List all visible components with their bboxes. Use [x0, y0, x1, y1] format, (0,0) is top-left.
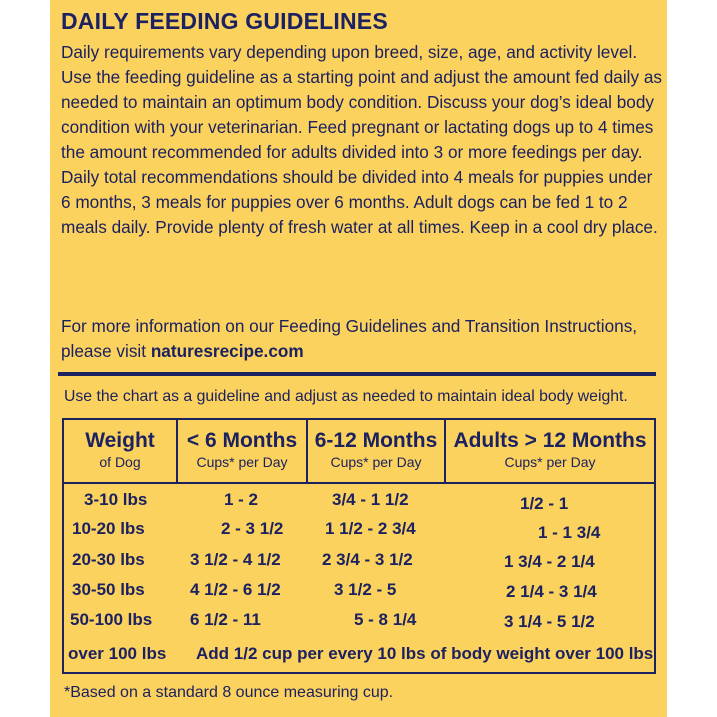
chart-note: Use the chart as a guideline and adjust as needed to maintain ideal body weight.: [64, 388, 628, 405]
header-under-6-title: < 6 Months: [186, 429, 298, 452]
header-adults: [446, 428, 654, 470]
header-6-12-months: [308, 428, 444, 470]
table-cell-weight: 20-30 lbs: [72, 550, 145, 569]
table-cell-under6: 3 1/2 - 4 1/2: [190, 550, 281, 569]
table-cell-under6: 6 1/2 - 11: [190, 610, 261, 629]
more-info-paragraph: [61, 314, 665, 364]
table-cell-adult: 3 1/4 - 5 1/2: [504, 612, 595, 631]
footnote: *Based on a standard 8 ounce measuring cup.: [64, 684, 394, 701]
table-cell-under6: 4 1/2 - 6 1/2: [190, 580, 281, 599]
guidelines-paragraph: Daily requirements vary depending upon breed, size, age, and activity level. Use the feeding guideline as a starting point and adjust the amount fed daily as needed to maintain an optimum body condition. Discuss your dog’s ideal body condition with your veterinarian. Feed pregnant or lactating dogs up to 4 times the amount recommended for adults divided into 3 or more feedings per day. Daily total recommendations should be divided into 4 meals for puppies under 6 months, 3 meals for puppies over 6 months. Adult dogs can be fed 1 to 2 meals daily. Provide plenty of fresh water at all times. Keep in a cool dry place.: [61, 42, 663, 237]
divider: [58, 372, 656, 376]
header-weight-sub: of Dog: [99, 454, 141, 470]
table-cell-6to12: 3 1/2 - 5: [334, 580, 397, 599]
table-cell-6to12: 2 3/4 - 3 1/2: [322, 550, 413, 569]
header-under-6-months: [178, 428, 306, 470]
table-cell-6to12: 1 1/2 - 2 3/4: [325, 519, 416, 538]
table-cell-adult: 1 3/4 - 2 1/4: [504, 552, 595, 571]
header-divider: [64, 482, 654, 484]
table-cell-under6: 1 - 2: [224, 490, 259, 509]
header-6-12-sub: Cups* per Day: [330, 454, 422, 470]
page-title: DAILY FEEDING GUIDELINES: [61, 8, 388, 34]
table-cell-under6: 2 - 3 1/2: [221, 519, 284, 538]
header-weight: [64, 428, 176, 470]
table-cell-weight: 10-20 lbs: [72, 519, 145, 538]
feeding-table: [62, 418, 656, 674]
table-cell-adult: 1/2 - 1: [520, 494, 569, 513]
header-weight-title: Weight: [85, 429, 155, 452]
table-cell-6to12: 3/4 - 1 1/2: [332, 490, 409, 509]
website-link: naturesrecipe.com: [150, 341, 304, 361]
header-6-12-title: 6-12 Months: [314, 429, 438, 452]
table-cell-weight: 30-50 lbs: [72, 580, 145, 599]
table-cell-6to12: 5 - 8 1/4: [354, 610, 417, 629]
header-under-6-sub: Cups* per Day: [196, 454, 288, 470]
more-info-text: For more information on our Feeding Guidelines and Transition Instructions, please visit: [61, 316, 638, 361]
header-adults-title: Adults > 12 Months: [453, 429, 647, 452]
table-cell-adult: 1 - 1 3/4: [538, 523, 601, 542]
table-cell-weight: over 100 lbs: [68, 644, 167, 663]
table-cell-adult: 2 1/4 - 3 1/4: [506, 582, 597, 601]
table-cell-note: Add 1/2 cup per every 10 lbs of body weight over 100 lbs: [196, 644, 654, 663]
table-cell-weight: 3-10 lbs: [84, 490, 148, 509]
table-cell-weight: 50-100 lbs: [70, 610, 153, 629]
header-adults-sub: Cups* per Day: [504, 454, 596, 470]
